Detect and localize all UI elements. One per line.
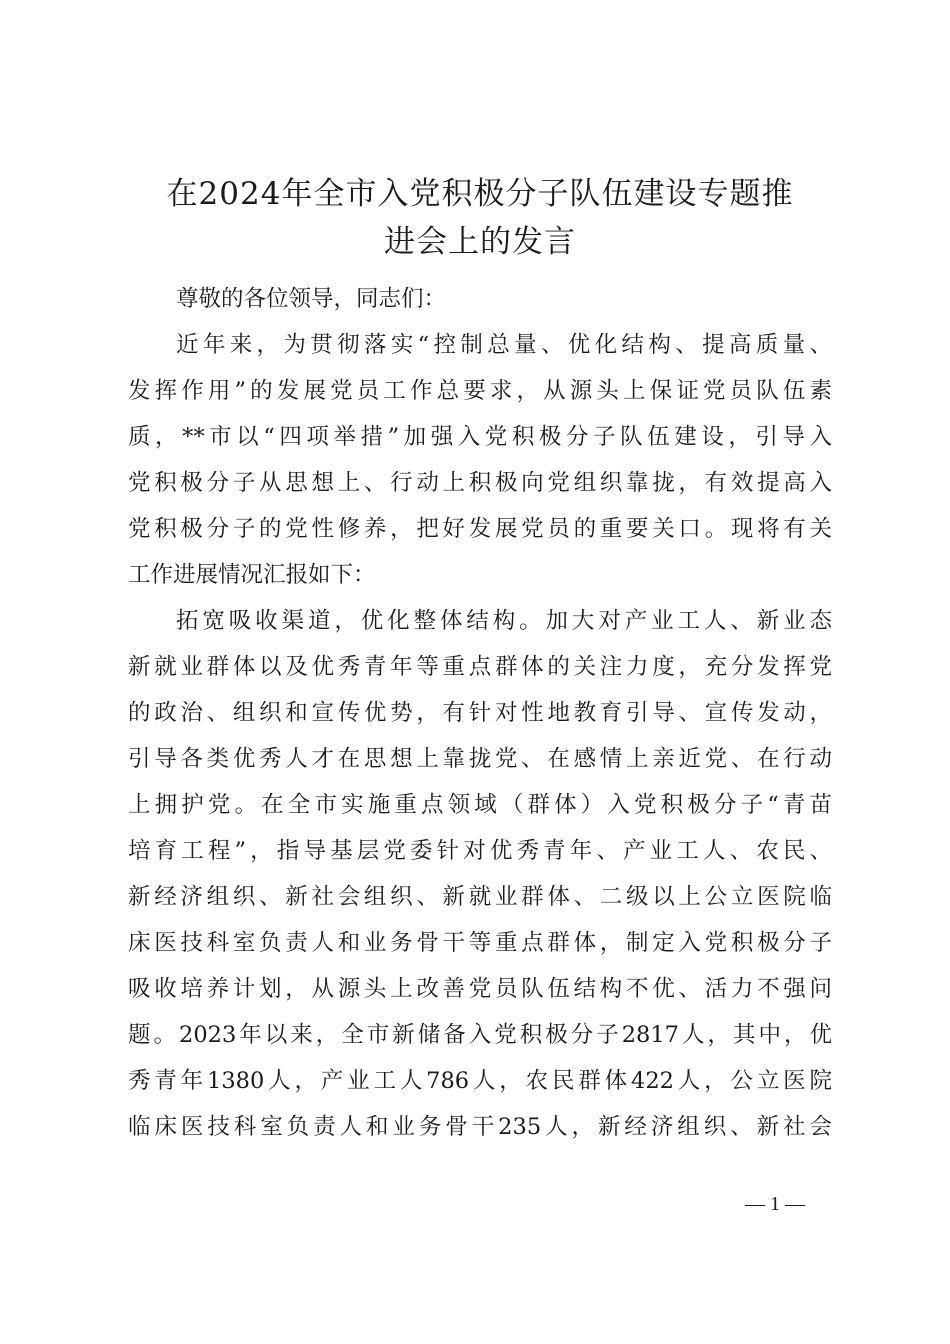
paragraph-line: 质，**市以“四项举措”加强入党积极分子队伍建设，引导入	[128, 424, 832, 450]
paragraph-line: 发挥作用”的发展党员工作总要求，从源头上保证党员队伍素	[128, 378, 832, 404]
paragraph-line: 培育工程”，指导基层党委针对优秀青年、产业工人、农民、	[128, 838, 832, 864]
document-title	[128, 170, 832, 266]
paragraph-line: 党积极分子从思想上、行动上积极向党组织靠拢，有效提高入	[128, 470, 832, 496]
paragraph-line: 近年来，为贯彻落实“控制总量、优化结构、提高质量、	[176, 332, 832, 358]
title-line: 在2024年全市入党积极分子队伍建设专题推	[166, 176, 794, 212]
paragraph-line: 题。2023年以来，全市新储备入党积极分子2817人，其中，优	[128, 1022, 832, 1048]
paragraph-line: 临床医技科室负责人和业务骨干235人，新经济组织、新社会	[128, 1114, 832, 1140]
paragraph-line: 的政治、组织和宣传优势，有针对性地教育引导、宣传发动，	[128, 700, 832, 726]
paragraph-line: 床医技科室负责人和业务骨干等重点群体，制定入党积极分子	[128, 930, 832, 956]
paragraph-line: 秀青年1380人，产业工人786人，农民群体422人，公立医院	[128, 1068, 832, 1094]
title-line: 进会上的发言	[384, 224, 576, 260]
salutation: 尊敬的各位领导，同志们：	[176, 286, 447, 312]
paragraph-line: 拓宽吸收渠道，优化整体结构。加大对产业工人、新业态	[176, 608, 832, 634]
paragraph-line: 吸收培养计划，从源头上改善党员队伍结构不优、活力不强问	[128, 976, 832, 1002]
document-body	[128, 276, 832, 1150]
paragraph-line: 引导各类优秀人才在思想上靠拢党、在感情上亲近党、在行动	[128, 746, 832, 772]
paragraph-line: 新就业群体以及优秀青年等重点群体的关注力度，充分发挥党	[128, 654, 832, 680]
paragraph-line: 工作进展情况汇报如下：	[128, 562, 376, 588]
page-number: — 1 —	[745, 1193, 805, 1215]
paragraph-line: 党积极分子的党性修养，把好发展党员的重要关口。现将有关	[128, 516, 832, 542]
paragraph-line: 上拥护党。在全市实施重点领域（群体）入党积极分子“青苗	[128, 792, 832, 818]
paragraph-line: 新经济组织、新社会组织、新就业群体、二级以上公立医院临	[128, 884, 832, 910]
